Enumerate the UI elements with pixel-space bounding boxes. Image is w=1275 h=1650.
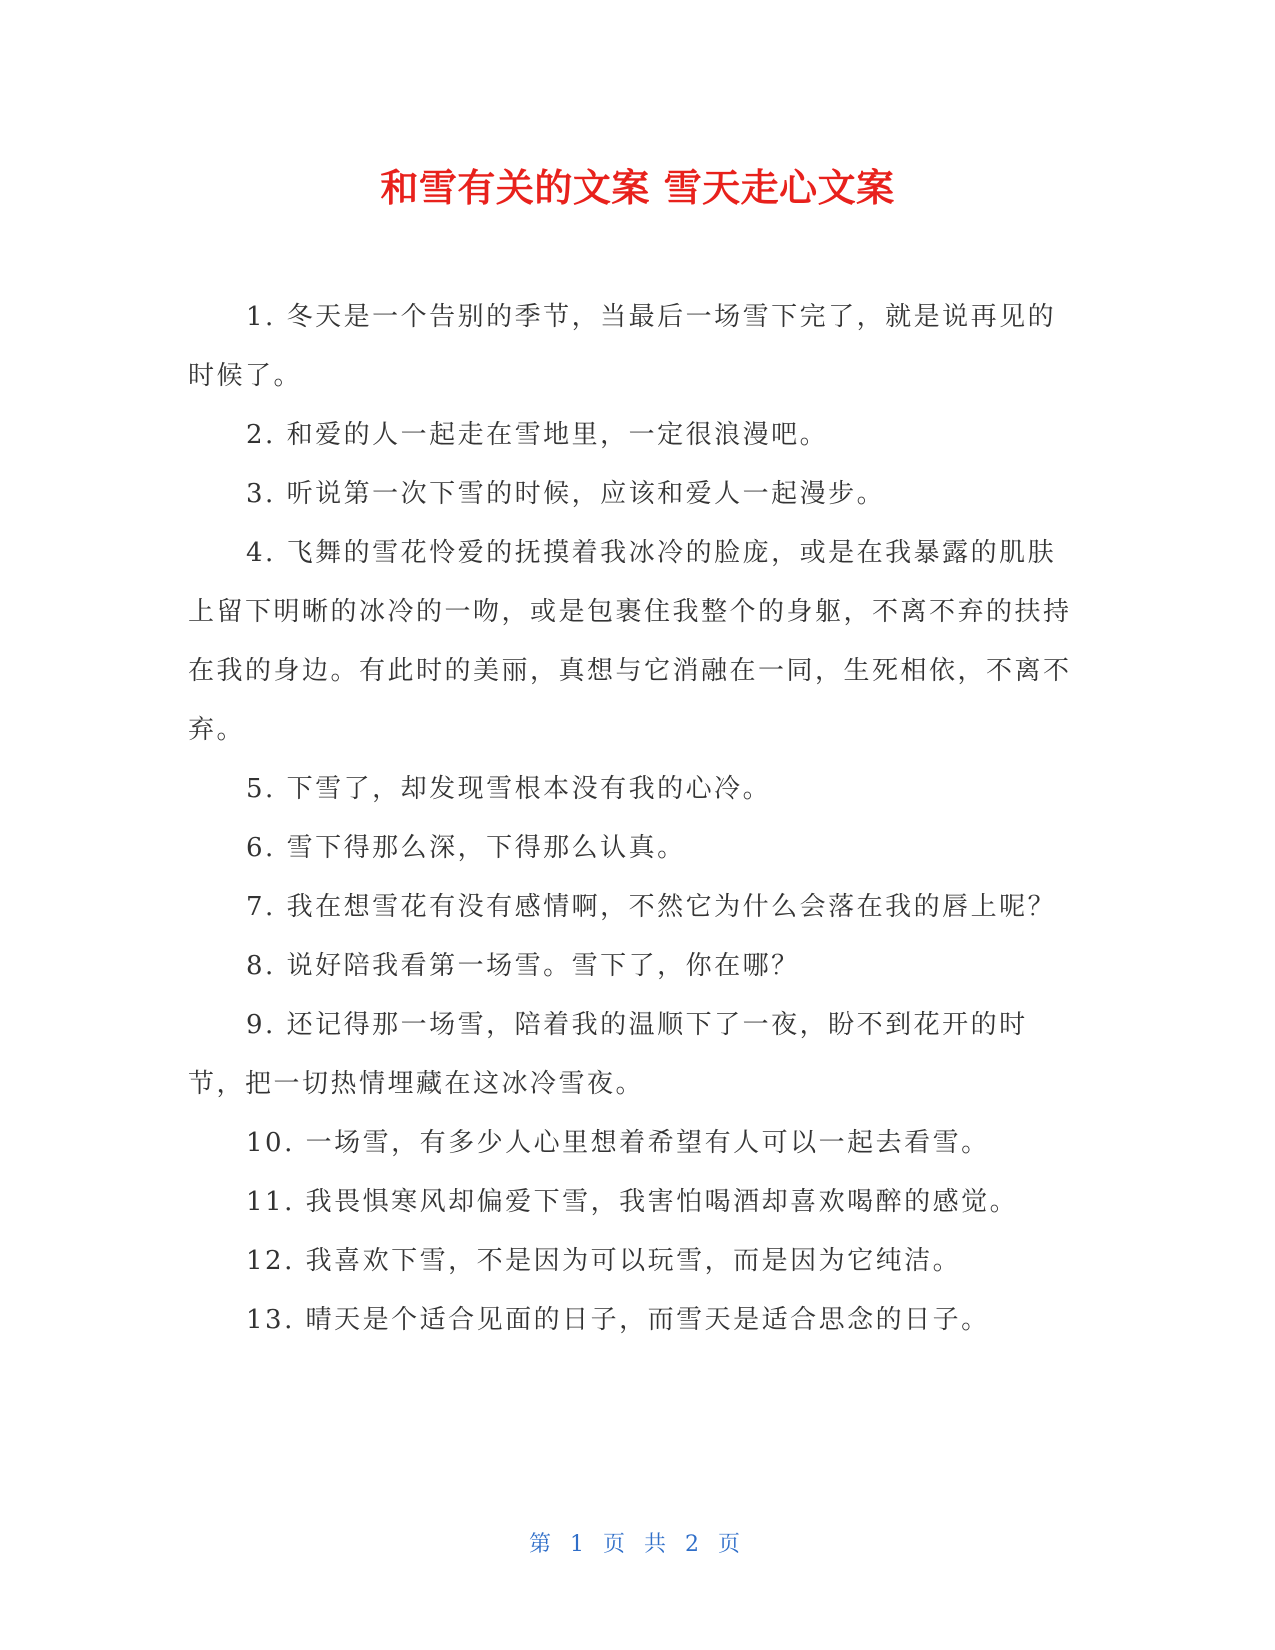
paragraph-13: 13. 晴天是个适合见面的日子，而雪天是适合思念的日子。 — [246, 1305, 990, 1335]
page-footer: 第 1 页 共 2 页 — [529, 1532, 746, 1557]
paragraph-5: 5. 下雪了，却发现雪根本没有我的心冷。 — [246, 774, 772, 804]
paragraph-6: 6. 雪下得那么深，下得那么认真。 — [246, 833, 686, 863]
paragraph-9: 9. 还记得那一场雪，陪着我的温顺下了一夜，盼不到花开的时节，把一切热情埋藏在这冰冷雪夜。 — [188, 1010, 1028, 1099]
page-title: 和雪有关的文案 雪天走心文案 — [380, 166, 895, 210]
paragraph-1: 1. 冬天是一个告别的季节，当最后一场雪下完了，就是说再见的时候了。 — [188, 302, 1057, 391]
paragraph-8: 8. 说好陪我看第一场雪。雪下了，你在哪？ — [246, 951, 800, 981]
paragraph-4: 4. 飞舞的雪花怜爱的抚摸着我冰冷的脸庞，或是在我暴露的肌肤上留下明晰的冰冷的一吻，或是包裹住我整个的身躯，不离不弃的扶持在我的身边。有此时的美丽，真想与它消融在一同，生死相依，不离不弃。 — [188, 538, 1072, 745]
paragraph-3: 3. 听说第一次下雪的时候，应该和爱人一起漫步。 — [246, 479, 886, 509]
paragraph-7: 7. 我在想雪花有没有感情啊，不然它为什么会落在我的唇上呢？ — [246, 892, 1057, 922]
paragraph-2: 2. 和爱的人一起走在雪地里，一定很浪漫吧。 — [246, 420, 829, 450]
paragraph-12: 12. 我喜欢下雪，不是因为可以玩雪，而是因为它纯洁。 — [246, 1246, 962, 1276]
paragraph-10: 10. 一场雪，有多少人心里想着希望有人可以一起去看雪。 — [246, 1128, 990, 1158]
document-body — [188, 288, 1075, 1350]
paragraph-11: 11. 我畏惧寒风却偏爱下雪，我害怕喝酒却喜欢喝醉的感觉。 — [246, 1187, 1019, 1217]
